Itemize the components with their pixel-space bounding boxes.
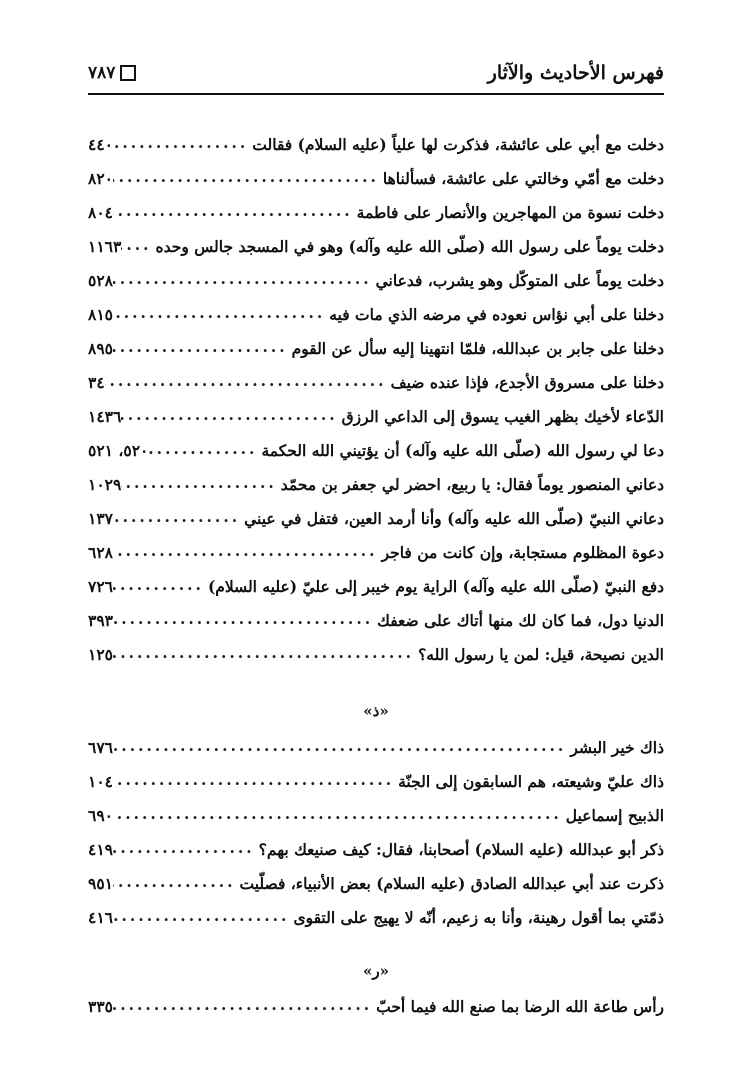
leader-dots [113,167,383,187]
entry-text: دعوة المظلوم مستجابة، وإن كانت من فاجر [381,543,664,562]
index-entry [88,257,664,291]
entry-text: دعاني النبيّ (صلّى الله عليه وآله) وأنا أرمد العين، فتفل في عيني [244,509,664,528]
index-entry [88,189,664,223]
leader-dots [113,804,566,824]
entry-page-number: ١٠٤ [88,772,113,791]
entry-text: دخلنا على جابر بن عبدالله، فلمّا انتهينا إليه سأل عن القوم [291,339,664,358]
entry-text: دخلت يوماً على رسول الله (صلّى الله عليه وآله) وهو في المسجد جالس وحده [155,237,664,256]
leader-dots [113,995,376,1015]
index-entry [88,894,664,928]
entry-text: الذبيح إسماعيل [565,806,664,825]
entry-page-number: ٦٢٨ [88,543,113,562]
leader-dots [121,405,341,425]
entry-page-number: ٣٣٥ [88,997,113,1016]
entry-page-number: ٨٩٥ [88,339,113,358]
index-entry [88,563,664,597]
leader-dots [113,736,570,756]
leader-dots [113,838,259,858]
entry-page-number: ٥٢٨ [88,271,113,290]
entry-text: الدين نصيحة، قيل: لمن يا رسول الله؟ [418,645,664,664]
entry-page-number: ٩٥١ [88,874,113,893]
leader-dots [113,269,376,289]
index-entry [88,325,664,359]
leader-dots [121,473,280,493]
index-entry [88,792,664,826]
entry-page-number: ٦٧٦ [88,738,113,757]
leader-dots [113,201,357,221]
entry-text: دخلنا على أبي نؤاس نعوده في مرضه الذي مات فيه [329,305,664,324]
entries-dal [88,121,664,665]
page-header [88,58,664,88]
entry-page-number: ٤٤٠ [88,135,113,154]
index-entry [88,983,664,1017]
leader-dots [113,575,208,595]
leader-dots [113,643,418,663]
index-entry [88,529,664,563]
index-entry [88,597,664,631]
entry-page-number: ٨٠٤ [88,203,113,222]
index-entry [88,826,664,860]
leader-dots [113,770,398,790]
index-entry [88,631,664,665]
entry-page-number: ٨١٥ [88,305,113,324]
leader-dots [113,337,292,357]
header-title: فهرس الأحاديث والآثار [487,62,664,84]
entry-page-number: ١٤٣٦ [88,407,122,426]
entry-text: دخلنا على مسروق الأجدع، فإذا عنده ضيف [390,373,664,392]
entry-page-number: ٥٢٠، ٥٢١ [88,441,149,460]
index-entry [88,860,664,894]
entry-text: الدّعاء لأخيك بظهر الغيب يسوق إلى الداعي الرزق [341,407,664,426]
entry-text: ذكرت عند أبي عبدالله الصادق (عليه السلام) بعض الأنبياء، فصلّيت [239,874,664,893]
page-number-value: ٧٨٧ [88,63,116,83]
section-heading-ra: «ر» [363,962,389,980]
entry-page-number: ٦٩٠ [88,806,113,825]
leader-dots [113,303,329,323]
entry-text: الدنيا دول، فما كان لك منها أتاك على ضعفك [377,611,664,630]
entry-text: دخلت نسوة من المهاجرين والأنصار على فاطمة [356,203,664,222]
entry-text: دعا لي رسول الله (صلّى الله عليه وآله) أن يؤتيني الله الحكمة [261,441,664,460]
index-entry [88,427,664,461]
entry-text: دفع النبيّ (صلّى الله عليه وآله) الراية يوم خيبر إلى عليّ (عليه السلام) [207,577,664,596]
leader-dots [113,541,382,561]
entry-text: ذكر أبو عبدالله (عليه السلام) أصحابنا، فقال: كيف صنيعك بهم؟ [258,840,664,859]
entry-page-number: ١٣٧ [88,509,113,528]
square-icon [120,65,136,81]
entries-ra [88,983,664,1017]
index-entry [88,121,664,155]
entry-page-number: ١٢٥ [88,645,113,664]
index-entry [88,291,664,325]
entry-page-number: ٨٢٠ [88,169,113,188]
entry-page-number: ٧٢٦ [88,577,113,596]
entry-page-number: ٤١٦ [88,908,113,927]
entry-text: ذاك عليّ وشيعته، هم السابقون إلى الجنّة [398,772,664,791]
entry-text: رأس طاعة الله الرضا بما صنع الله فيما أحبّ [376,997,664,1016]
index-entry [88,758,664,792]
index-entry [88,223,664,257]
entry-text: دخلت مع أبي على عائشة، فذكرت لها علياً (عليه السلام) فقالت [252,135,664,154]
entry-text: ذمّتي بما أقول رهينة، وأنا به زعيم، أنّه لا يهيج على التقوى [293,908,664,927]
leader-dots [113,609,377,629]
index-entry [88,461,664,495]
entries-dhal [88,724,664,928]
entry-text: دخلت مع أمّي وخالتي على عائشة، فسألناها [382,169,664,188]
index-entry [88,724,664,758]
index-entry [88,155,664,189]
index-entry [88,495,664,529]
entry-text: دعاني المنصور يوماً فقال: يا ربيع، احضر لي جعفر بن محمّد [280,475,664,494]
entry-page-number: ٤١٩ [88,840,113,859]
entry-text: دخلت يوماً على المتوكّل وهو يشرب، فدعاني [375,271,664,290]
header-divider [88,93,664,95]
leader-dots [113,133,252,153]
leader-dots [121,235,155,255]
index-entry [88,359,664,393]
index-entry [88,393,664,427]
entry-text: ذاك خير البشر [570,738,664,757]
page-number [88,63,136,83]
entry-page-number: ١٠٢٩ [88,475,122,494]
leader-dots [105,371,391,391]
section-heading-dhal: «ذ» [363,702,389,720]
leader-dots [113,507,244,527]
leader-dots [113,906,293,926]
leader-dots [113,872,240,892]
entry-page-number: ٣٩٣ [88,611,113,630]
entry-page-number: ٣٤ [88,373,105,392]
entry-page-number: ١١٦٣ [88,237,122,256]
leader-dots [148,439,261,459]
